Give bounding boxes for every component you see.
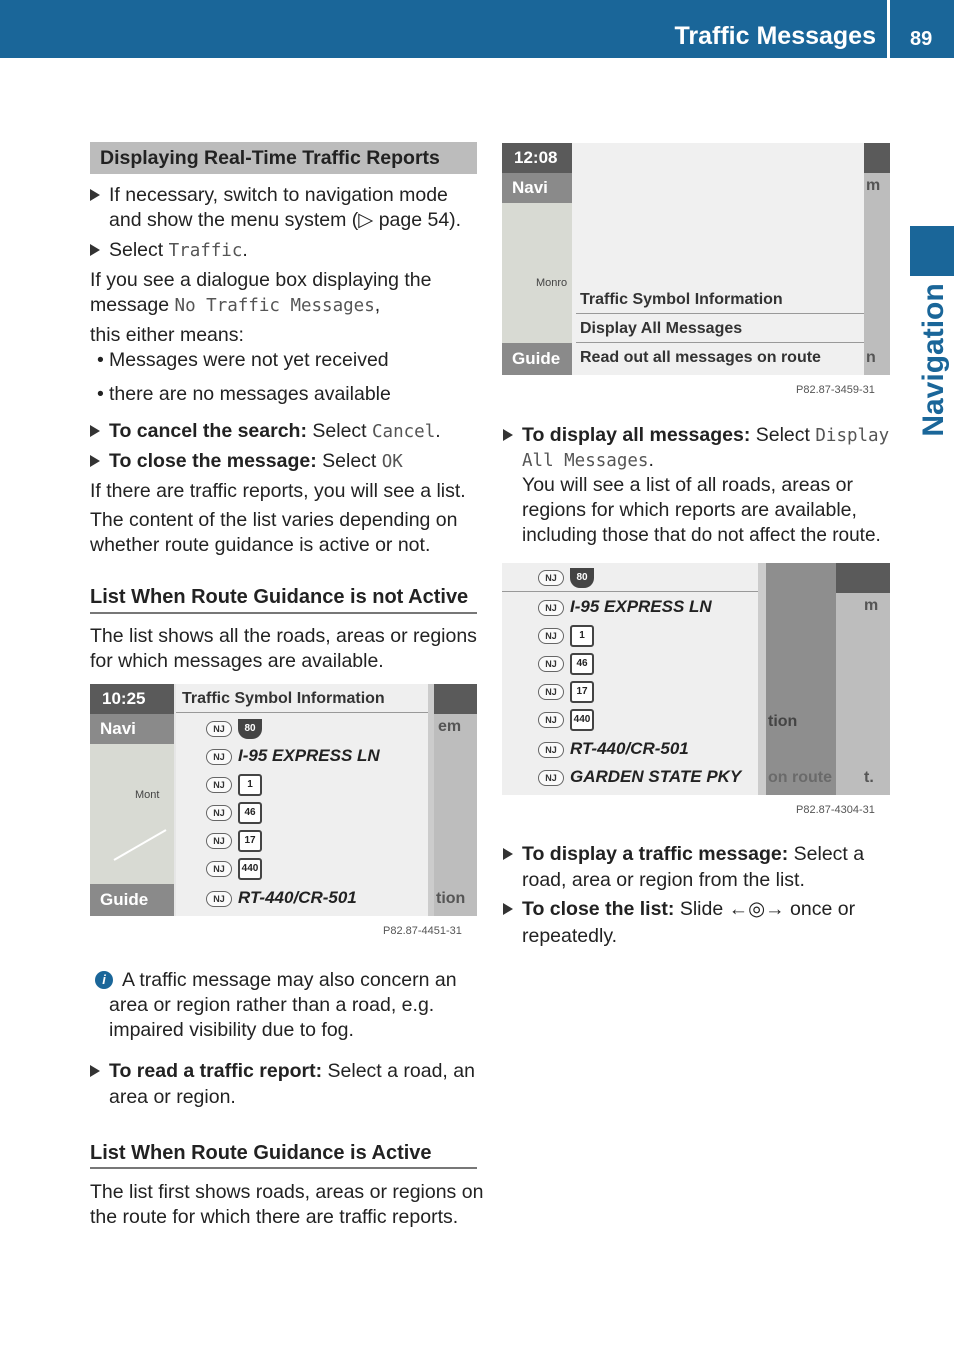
dialog-text-3: this either means: (90, 324, 244, 346)
map-road (114, 829, 167, 861)
para-not-active-1: The list shows all the roads, areas or regions (90, 625, 477, 647)
right-panel: m t. (836, 563, 890, 795)
step-cancel-search: To cancel the search: Select Cancel. (109, 419, 441, 445)
step-switch-mode: If necessary, switch to navigation mode (109, 184, 448, 206)
scrollbar[interactable] (758, 563, 766, 795)
list-item[interactable]: NJ 440 (538, 709, 594, 731)
list-item[interactable]: NJ 46 (206, 802, 262, 824)
para-not-active-2: for which messages are available. (90, 650, 384, 672)
step-switch-mode-cont: and show the menu system (▷ page 54). (109, 209, 462, 231)
menu-item-traffic-symbol[interactable]: Traffic Symbol Information (580, 291, 783, 308)
dimmed-menu-panel: tion on route (766, 563, 836, 795)
dialog-text-1: If you see a dialogue box displaying the (90, 269, 432, 291)
interstate-shield-icon: 80 (238, 719, 262, 739)
screen-traffic-menu (502, 143, 890, 375)
route-shield-icon: 440 (238, 858, 262, 880)
display-all-desc-3: including those that do not affect the route. (522, 525, 881, 546)
info-icon: i (95, 971, 113, 989)
list-item[interactable]: NJ 1 (538, 625, 594, 647)
list-item[interactable]: NJ RT-440/CR-501 (538, 739, 689, 759)
header-divider (887, 0, 890, 58)
clock-bar: 10:25 (90, 684, 174, 714)
phone-icon (434, 684, 477, 714)
list-item[interactable]: NJ 1 (206, 774, 262, 796)
list-item[interactable]: NJ I-95 EXPRESS LN (538, 597, 712, 617)
list-item[interactable]: NJ RT-440/CR-501 (206, 888, 357, 908)
guide-tab: Guide (90, 884, 174, 916)
screen-traffic-symbol-list (90, 684, 477, 916)
phone-icon (864, 143, 890, 173)
step-display-message: To display a traffic message: Select a (522, 843, 865, 865)
list-item[interactable]: NJ I-95 EXPRESS LN (206, 746, 380, 766)
list-item[interactable]: NJ 80 (538, 567, 594, 588)
step-display-message-cont: road, area or region from the list. (522, 869, 805, 891)
list-title: Traffic Symbol Information (182, 690, 385, 707)
navi-tab: Navi (90, 714, 174, 744)
step-close-message: To close the message: Select OK (109, 449, 403, 475)
map-area (90, 744, 174, 884)
route-shield-icon: 440 (570, 709, 594, 731)
step-close-list-cont: repeatedly. (522, 925, 618, 947)
menu-panel (572, 143, 864, 375)
list-item[interactable]: NJ 80 (206, 718, 262, 739)
map-city-label: Monro (536, 277, 568, 289)
heading-underline (90, 1167, 477, 1169)
route-shield-icon: 17 (570, 681, 594, 703)
heading-not-active: List When Route Guidance is not Active (90, 586, 469, 608)
display-all-desc-2: regions for which reports are available, (522, 499, 857, 521)
menu-item-read-out[interactable]: Read out all messages on route (580, 349, 821, 366)
side-tab-label: Navigation (917, 283, 950, 437)
side-tab-marker (910, 226, 954, 276)
page-number: 89 (910, 28, 933, 50)
figure-caption: P82.87-3459-31 (796, 384, 875, 396)
menu-item-display-all[interactable]: Display All Messages (580, 320, 743, 337)
right-panel: m n (864, 143, 890, 375)
route-shield-icon: 46 (570, 653, 594, 675)
step-close-list: To close the list: Slide ←◎→ once or (522, 898, 856, 920)
display-all-desc-1: You will see a list of all roads, areas or (522, 474, 853, 496)
step-display-all: To display all messages: Select Display (522, 423, 889, 449)
section-title: Displaying Real-Time Traffic Reports (100, 147, 440, 169)
para-traffic-reports: If there are traffic reports, you will see a list. (90, 480, 466, 502)
route-shield-icon: 46 (238, 802, 262, 824)
map-city-label: Mont (135, 789, 160, 801)
figure-caption: P82.87-4451-31 (383, 925, 462, 937)
list-panel (502, 563, 758, 795)
info-note-1: A traffic message may also concern an (122, 969, 457, 991)
dialog-text-2: message No Traffic Messages, (90, 294, 381, 316)
bullet-no-messages: • there are no messages available (109, 382, 391, 407)
info-note-3: impaired visibility due to fog. (109, 1019, 354, 1041)
step-read-report-cont: area or region. (109, 1086, 236, 1108)
para-active-2: the route for which there are traffic reports. (90, 1206, 459, 1228)
info-note-2: area or region rather than a road, e.g. (109, 994, 435, 1016)
step-read-report: To read a traffic report: Select a road, an (109, 1060, 475, 1082)
para-active-1: The list first shows roads, areas or regions on (90, 1181, 484, 1203)
controller-slide-icon: ←◎→ (728, 898, 785, 920)
section-title-box (90, 142, 477, 174)
step-display-all-cont: All Messages. (522, 449, 654, 471)
step-select-traffic: Select Traffic. (109, 238, 248, 264)
right-panel: em tion (434, 684, 477, 916)
phone-icon (836, 563, 890, 593)
interstate-shield-icon: 80 (570, 568, 594, 588)
navi-tab: Navi (502, 173, 572, 203)
list-item[interactable]: NJ 46 (538, 653, 594, 675)
list-item[interactable]: NJ GARDEN STATE PKY (538, 767, 741, 787)
route-shield-icon: 17 (238, 830, 262, 852)
clock-bar: 12:08 (502, 143, 572, 173)
para-content-varies-2: whether route guidance is active or not. (90, 534, 431, 556)
route-shield-icon: 1 (570, 625, 594, 647)
list-panel (176, 684, 428, 916)
list-item[interactable]: NJ 440 (206, 858, 262, 880)
map-area (502, 203, 572, 343)
page-title: Traffic Messages (674, 22, 876, 50)
heading-active: List When Route Guidance is Active (90, 1142, 432, 1164)
screen-all-messages-list (502, 563, 890, 795)
bullet-not-received: • Messages were not yet received (109, 348, 389, 373)
para-content-varies-1: The content of the list varies depending on (90, 509, 458, 531)
figure-caption: P82.87-4304-31 (796, 804, 875, 816)
list-item[interactable]: NJ 17 (206, 830, 262, 852)
list-item[interactable]: NJ 17 (538, 681, 594, 703)
heading-underline (90, 612, 477, 614)
guide-tab: Guide (502, 343, 572, 375)
route-shield-icon: 1 (238, 774, 262, 796)
